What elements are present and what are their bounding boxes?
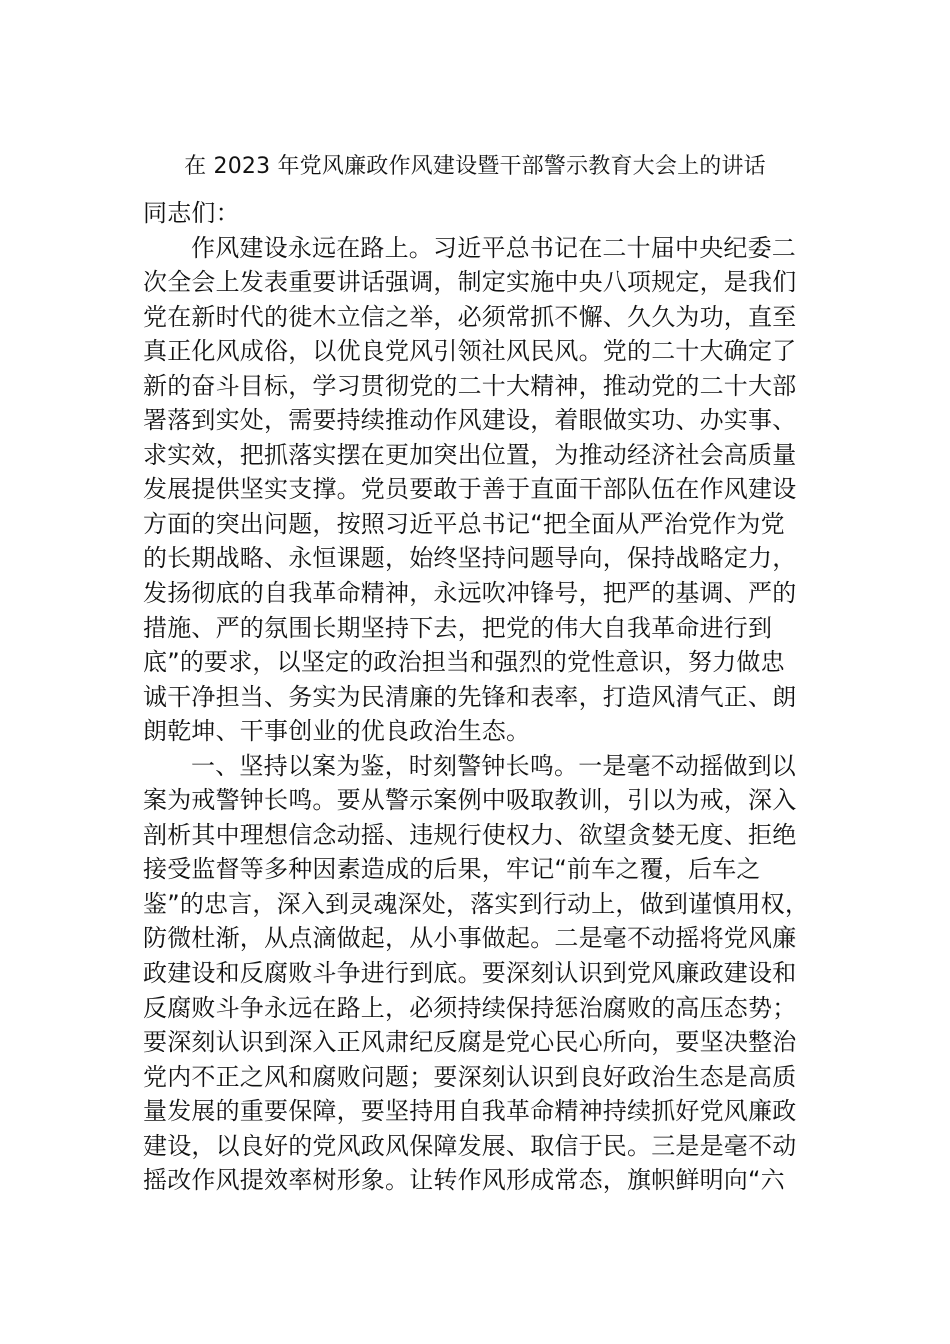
paragraph-line: 发扬彻底的自我革命精神，永远吹冲锋号，把严的基调、严的: [143, 579, 797, 608]
paragraph-line: 党内不正之风和腐败问题；要深刻认识到良好政治生态是高质: [143, 1062, 797, 1091]
paragraph-line: 的长期战略、永恒课题，始终坚持问题导向，保持战略定力，: [143, 544, 797, 573]
paragraph-line: 方面的突出问题，按照习近平总书记“把全面从严治党作为党: [143, 509, 785, 538]
paragraph-line: 剖析其中理想信念动摇、违规行使权力、欲望贪婪无度、拒绝: [143, 820, 797, 849]
paragraph-line: 朗乾坤、干事创业的优良政治生态。: [143, 717, 531, 746]
paragraph-line: 真正化风成俗，以优良党风引领社风民风。党的二十大确定了: [143, 337, 797, 366]
paragraph-line: 鉴”的忠言，深入到灵魂深处，落实到行动上，做到谨慎用权，: [143, 889, 810, 918]
paragraph-line: 党在新时代的徙木立信之举，必须常抓不懈、久久为功，直至: [143, 302, 797, 331]
paragraph-line: 摇改作风提效率树形象。让转作风形成常态，旗帜鲜明向“六: [143, 1166, 785, 1195]
paragraph-line: 次全会上发表重要讲话强调，制定实施中央八项规定，是我们: [143, 268, 797, 297]
paragraph-line: 求实效，把抓落实摆在更加突出位置，为推动经济社会高质量: [143, 440, 797, 469]
paragraph-line: 案为戒警钟长鸣。要从警示案例中吸取教训，引以为戒，深入: [143, 786, 797, 815]
paragraph-line: 新的奋斗目标，学习贯彻党的二十大精神，推动党的二十大部: [143, 371, 797, 400]
salutation-line: 同志们：: [143, 199, 240, 227]
paragraph-line: 防微杜渐，从点滴做起，从小事做起。二是毫不动摇将党风廉: [143, 924, 797, 953]
paragraph-line: 建设，以良好的党风政风保障发展、取信于民。三是是毫不动: [143, 1131, 797, 1160]
paragraph-line: 要深刻认识到深入正风肃纪反腐是党心民心所向，要坚决整治: [143, 1028, 797, 1057]
paragraph-line: 发展提供坚实支撑。党员要敢于善于直面干部队伍在作风建设: [143, 475, 797, 504]
paragraph-line: 底”的要求，以坚定的政治担当和强烈的党性意识，努力做忠: [143, 648, 785, 677]
section-heading-line: 一、坚持以案为鉴，时刻警钟长鸣。一是毫不动摇做到以: [191, 751, 796, 780]
paragraph-line: 接受监督等多种因素造成的后果，牢记“前车之覆，后车之: [143, 855, 761, 884]
paragraph-line: 诚干净担当、务实为民清廉的先锋和表率，打造风清气正、朗: [143, 682, 797, 711]
speech-title: 在 2023 年党风廉政作风建设暨干部警示教育大会上的讲话: [184, 154, 766, 179]
speech-body: [143, 196, 813, 1198]
paragraph-line: 措施、严的氛围长期坚持下去，把党的伟大自我革命进行到: [143, 613, 773, 642]
paragraph-line: 署落到实处，需要持续推动作风建设，着眼做实功、办实事、: [143, 406, 797, 435]
paragraph-line: 反腐败斗争永远在路上，必须持续保持惩治腐败的高压态势；: [143, 993, 797, 1022]
paragraph-line: 作风建设永远在路上。习近平总书记在二十届中央纪委二: [191, 233, 796, 262]
paragraph-line: 量发展的重要保障，要坚持用自我革命精神持续抓好党风廉政: [143, 1097, 797, 1126]
paragraph-line: 政建设和反腐败斗争进行到底。要深刻认识到党风廉政建设和: [143, 959, 797, 988]
